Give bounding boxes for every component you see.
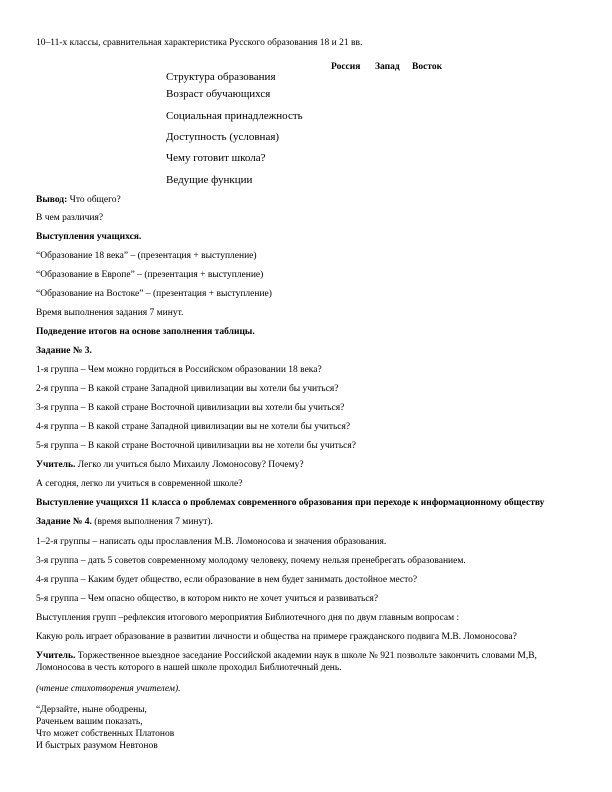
list-item: 4-я группа – В какой стране Западной цивилизации вы не хотели бы учиться? [36, 422, 351, 432]
list-item: 3-я группа – В какой стране Восточной цивилизации вы хотели бы учиться? [36, 403, 345, 413]
poem-line: Что может собственных Платонов [36, 729, 175, 739]
paragraph: “Образование на Востоке” – (презентация + выступление) [36, 289, 272, 299]
poem-line: И быстрых разумом Невтонов [36, 741, 158, 751]
teacher-label: Учитель. [36, 651, 76, 661]
table-row: Чему готовит школа? [166, 152, 266, 164]
teacher-label: Учитель. [36, 460, 76, 470]
task-line [36, 516, 213, 528]
table-header-west: Запад [375, 62, 400, 72]
table-header-east: Восток [412, 62, 443, 72]
paragraph: Время выполнения задания 7 минут. [36, 308, 184, 318]
list-item: 1-я группа – Чем можно гордиться в Российском образовании 18 века? [36, 365, 322, 375]
stage-direction: (чтение стихотворения учителем). [36, 684, 181, 694]
list-item: 5-я группа – В какой стране Восточной цивилизации вы не хотели бы учиться? [36, 441, 356, 451]
poem-line: Раченьем вашим показать, [36, 717, 143, 727]
list-item: 1–2-я группы – написать оды прославления М.В. Ломоносова и значения образования. [36, 537, 387, 547]
paragraph: “Образование в Европе” – (презентация + выступление) [36, 270, 264, 280]
paragraph: “Образование 18 века” – (презентация + выступление) [36, 251, 257, 261]
paragraph: Выступления групп –рефлексия итогового мероприятия Библиотечного дня по двум главным вопросам : [36, 613, 460, 623]
paragraph: Какую роль играет образование в развитии личности и общества на примере гражданского подвига М.В. Ломоносова? [36, 632, 517, 642]
poem-line: “Дерзайте, ныне ободрены, [36, 705, 147, 715]
paragraph: А сегодня, легко ли учиться в современной школе? [36, 479, 243, 489]
document-title: 10–11-х классы, сравнительная характеристика Русского образования 18 и 21 вв. [36, 38, 363, 48]
teacher-line [36, 650, 537, 662]
table-header-russia: Россия [331, 62, 361, 72]
conclusion-label: Вывод: [36, 195, 68, 205]
list-item: 2-я группа – В какой стране Западной цивилизации вы хотели бы учиться? [36, 384, 339, 394]
task-label: Задание № 4. [36, 517, 92, 527]
list-item: 4-я группа – Каким будет общество, если образование в нем будет занимать достойное место? [36, 575, 418, 585]
section-heading: Выступление учащихся 11 класса о проблемах современного образования при переходе к информационному обществу [36, 498, 545, 508]
table-row: Социальная принадлежность [166, 110, 303, 122]
list-item: 5-я группа – Чем опасно общество, в котором никто не хочет учиться и развиваться? [36, 594, 379, 604]
table-row: Ведущие функции [166, 174, 253, 186]
conclusion-text: Что общего? [67, 195, 121, 205]
paragraph: В чем различия? [36, 213, 104, 223]
table-row: Структура образования [166, 71, 276, 83]
table-row: Возраст обучающихся [166, 88, 271, 100]
section-heading: Выступления учащихся. [36, 232, 142, 242]
section-heading: Подведение итогов на основе заполнения таблицы. [36, 327, 255, 337]
task-text: (время выполнения 7 минут). [91, 517, 213, 527]
paragraph: Ломоносова в честь которого в нашей школе проходил Библиотечный день. [36, 663, 342, 673]
teacher-text: Торжественное выездное заседание Российской академии наук в школе № 921 позвольте закончить словами М,В, [75, 651, 537, 661]
teacher-text: Легко ли учиться было Михаилу Ломоносову? Почему? [75, 460, 304, 470]
section-heading: Задание № 3. [36, 346, 92, 356]
teacher-line [36, 459, 304, 471]
list-item: 3-я группа – дать 5 советов современному молодому человеку, почему нельзя пренебрегать образованием. [36, 556, 466, 566]
conclusion-line [36, 194, 121, 206]
table-row: Доступность (условная) [166, 131, 280, 143]
